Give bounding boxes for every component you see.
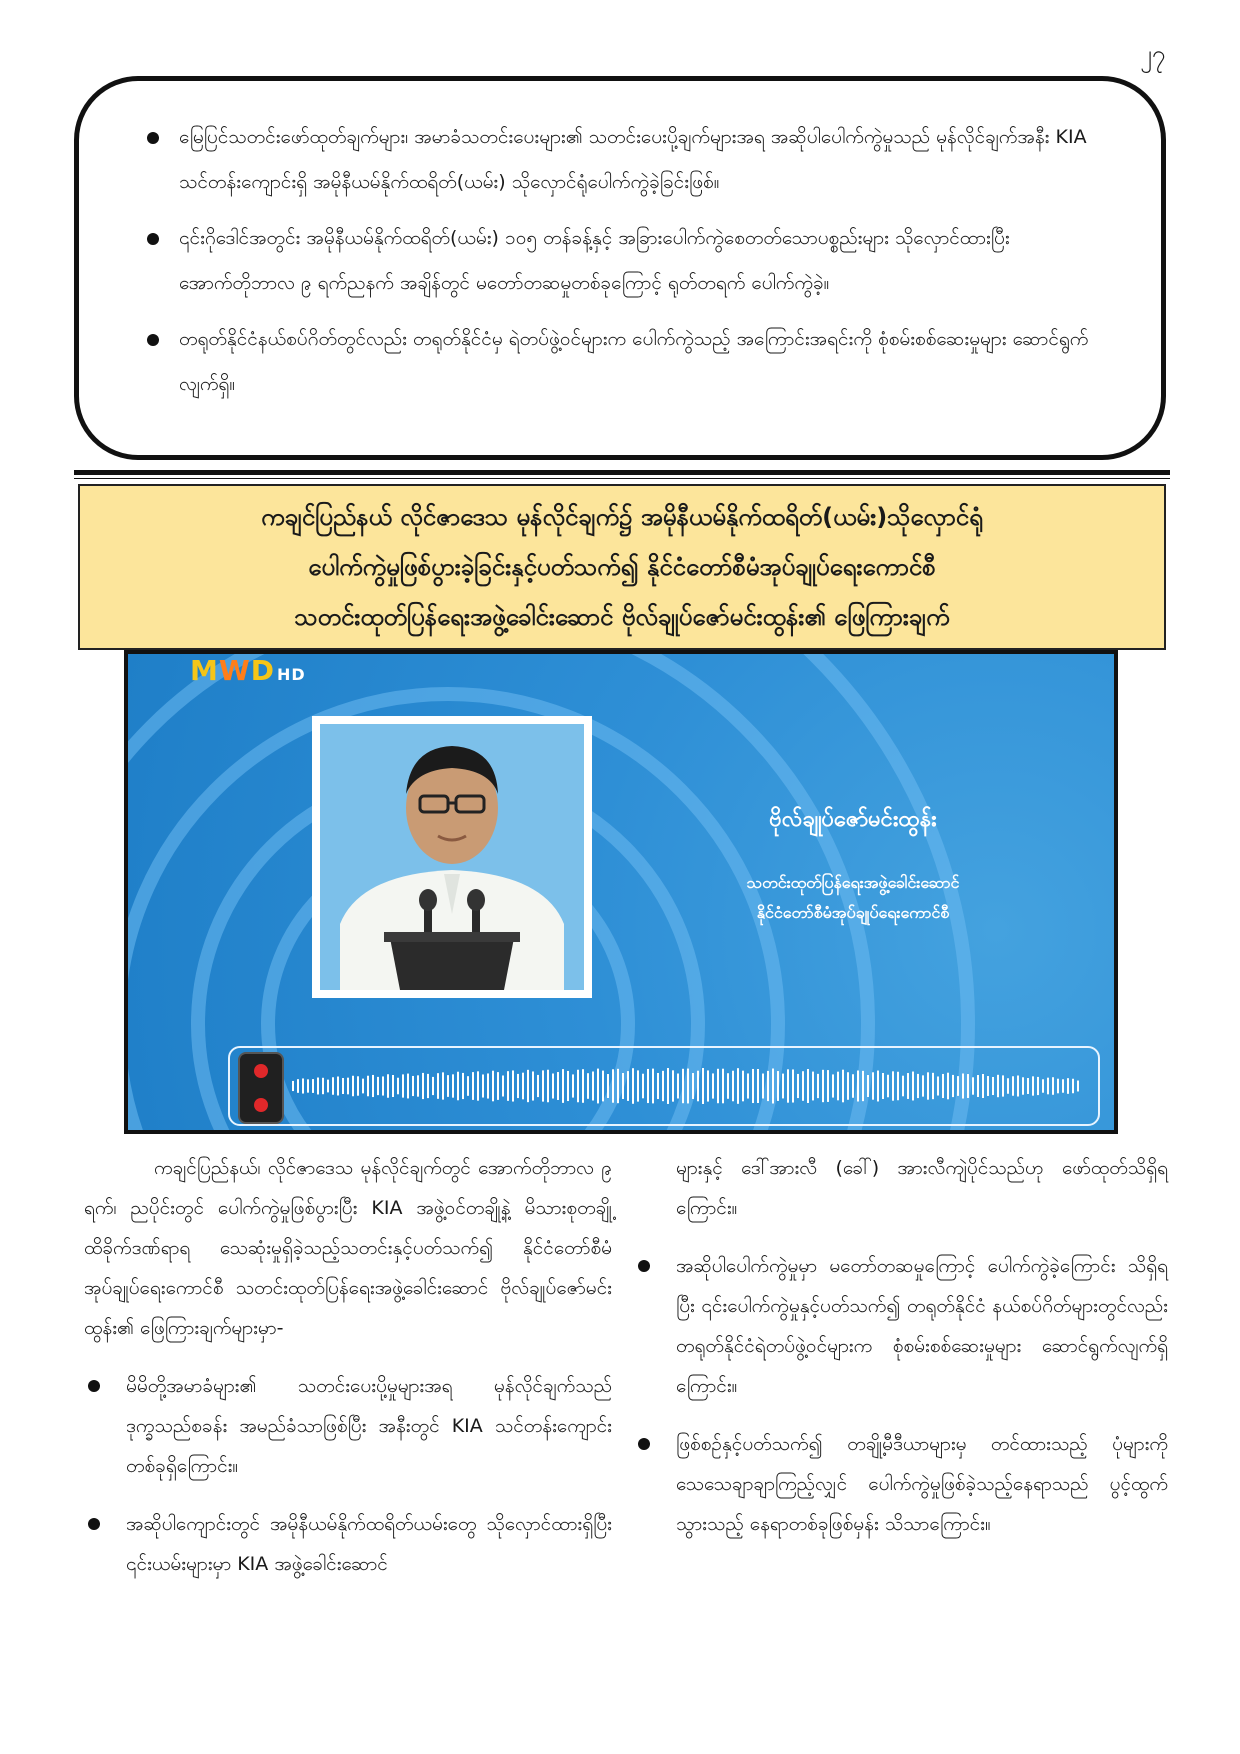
summary-bullet-list [119, 115, 1109, 407]
waveform-bar [832, 1074, 834, 1097]
waveform-bar [902, 1076, 904, 1097]
speaker-name: ဗိုလ်ချုပ်ဇော်မင်းထွန်း [769, 807, 937, 832]
waveform-bar [617, 1069, 619, 1103]
waveform-bar [407, 1074, 409, 1099]
waveform-bar [702, 1068, 704, 1104]
speaker-role [668, 868, 1038, 928]
waveform-bar [1017, 1075, 1019, 1096]
waveform-bar [597, 1069, 599, 1104]
page-number: ၂၇ [1140, 40, 1166, 68]
waveform-bar [712, 1073, 714, 1098]
speaker-role-line: နိုင်ငံတော်စီမံအုပ်ချုပ်ရေးကောင်စီ [756, 903, 950, 922]
bullet-icon [638, 1260, 650, 1272]
waveform-bar [577, 1070, 579, 1103]
waveform-bar [402, 1074, 404, 1097]
waveform-bar [657, 1073, 659, 1099]
waveform-bar [457, 1072, 459, 1101]
body-continuation-paragraph: များနှင့် ဒေါ်အားလီ (ခေါ်) အားလီကျဲပိုင်သည်ဟု ဖော်ထုတ်သိရှိရကြောင်း။ [676, 1157, 1168, 1219]
summary-bullet-text: ၎င်းဂိုဒေါင်အတွင်း အမိုနီယမ်နိုက်ထရိတ်(ယမ်း) ၁၀၅ တန်ခန့်နှင့် အခြားပေါက်ကွဲစေတတ်သောပစ္စည်းများ သိုလှောင်ထားပြီး အောက်တိုဘာလ ၉ ရက်ညနက် အချိန်တွင် မတော်တဆမှုတစ်ခုကြောင့် ရုတ်တရက် ပေါက်ကွဲခဲ့။ [179, 227, 1010, 294]
waveform-bar [462, 1073, 464, 1099]
waveform-bar [947, 1073, 949, 1100]
waveform-bar [472, 1072, 474, 1100]
headline-line: သတင်းထုတ်ပြန်ရေးအဖွဲ့ခေါင်းဆောင် ဗိုလ်ချုပ်ဇော်မင်းထွန်း၏ ဖြေကြားချက် [294, 603, 950, 631]
waveform-bar [937, 1076, 939, 1095]
audio-waveform-bar [228, 1046, 1100, 1126]
body-bullet-text: အဆိုပါပေါက်ကွဲမှုမှာ မတော်တဆမှုကြောင့် ပေါက်ကွဲခဲ့ကြောင်း သိရှိရပြီး ၎င်းပေါက်ကွဲမှုနှင့်ပတ်သက်၍ တရုတ်နိုင်ငံ နယ်စပ်ဂိတ်များတွင်လည်း တရုတ်နိုင်ငံရဲတပ်ဖွဲ့ဝင်များက စုံစမ်းစစ်ဆေးမှုများ ဆောင်ရွက်လျက်ရှိကြောင်း။ [676, 1255, 1168, 1397]
waveform-bar [412, 1076, 414, 1096]
waveform-bar [847, 1072, 849, 1100]
waveform-bar [317, 1078, 319, 1095]
headline-line: ပေါက်ကွဲမှုဖြစ်ပွားခဲ့ခြင်းနှင့်ပတ်သက်၍ နိုင်ငံတော်စီမံအုပ်ချုပ်ရေးကောင်စီ [308, 553, 936, 581]
body-bullet-item [84, 1504, 612, 1584]
waveform-bar [992, 1077, 994, 1095]
waveform-bar [977, 1075, 979, 1097]
section-divider-thin [74, 478, 1170, 479]
waveform-bar [652, 1069, 654, 1104]
waveform-bar [697, 1071, 699, 1102]
waveform-bar [1002, 1075, 1004, 1096]
waveform-bar [587, 1073, 589, 1099]
waveform-bar [367, 1076, 369, 1097]
waveform-bar [732, 1071, 734, 1102]
waveform-bar [512, 1070, 514, 1101]
waveform-bar [1032, 1076, 1034, 1095]
waveform-bar [347, 1078, 349, 1095]
body-intro-paragraph: ကချင်ပြည်နယ်၊ လိုင်ဇာဒေသ မုန်လိုင်ချက်တွင် အောက်တိုဘာလ ၉ ရက်၊ ညပိုင်းတွင် ပေါက်ကွဲမှုဖြစ်ပွားပြီး KIA အဖွဲ့ဝင်တချို့နဲ့ မိသားစုတချို့ ထိခိုက်ဒဏ်ရာရ သေဆုံးမှုရှိခဲ့သည့်သတင်းနှင့်ပတ်သက်၍ နိုင်ငံတော်စီမံအုပ်ချုပ်ရေးကောင်စီ သတင်းထုတ်ပြန်ရေးအဖွဲ့ခေါင်းဆောင် ဗိုလ်ချုပ်ဇော်မင်းထွန်း၏ ဖြေကြားချက်များမှာ- [84, 1157, 612, 1339]
waveform-bar [327, 1080, 329, 1093]
summary-box [74, 76, 1166, 460]
waveform-bar [557, 1072, 559, 1100]
waveform-bar [487, 1073, 489, 1098]
body-bullet-item [634, 1246, 1168, 1406]
waveform-bar [917, 1074, 919, 1098]
waveform-bar [1077, 1081, 1079, 1092]
waveform-bar [377, 1077, 379, 1095]
speaker-illustration [320, 724, 584, 990]
headline-line: ကချင်ပြည်နယ် လိုင်ဇာဒေသ မုန်လိုင်ချက်၌ အမိုနီယမ်နိုက်ထရိတ်(ယမ်း)သိုလှောင်ရုံ [261, 503, 983, 531]
broadcast-still [124, 650, 1118, 1134]
waveform-bar [692, 1073, 694, 1099]
waveform-bar [907, 1073, 909, 1099]
waveform-bar [352, 1076, 354, 1096]
waveform-bar [537, 1075, 539, 1097]
waveform-bar [767, 1071, 769, 1101]
waveform-bar [797, 1074, 799, 1098]
speaker-role-line: သတင်းထုတ်ပြန်ရေးအဖွဲ့ခေါင်းဆောင် [746, 873, 960, 892]
waveform-bar [632, 1068, 634, 1104]
waveform-bar [857, 1070, 859, 1101]
waveform-bar [792, 1069, 794, 1102]
waveform-bar [757, 1069, 759, 1103]
waveform-bar [717, 1069, 719, 1103]
waveform-bar [762, 1074, 764, 1099]
waveform-bar [817, 1074, 819, 1098]
waveform-bar [852, 1074, 854, 1098]
waveform-bar [427, 1074, 429, 1098]
waveform-bar [647, 1069, 649, 1103]
waveform-bar [932, 1073, 934, 1099]
waveform-bar [987, 1076, 989, 1096]
waveform-bar [1012, 1076, 1014, 1096]
body-column-right [634, 1148, 1168, 1544]
waveform-bar [972, 1077, 974, 1094]
waveform-bar [1057, 1079, 1059, 1094]
waveform-bar [1037, 1077, 1039, 1095]
waveform-bar [387, 1074, 389, 1098]
waveform-bar [552, 1073, 554, 1098]
body-column-left [84, 1148, 612, 1584]
body-bullet-list [84, 1366, 612, 1584]
waveform-bar [727, 1073, 729, 1099]
waveform-bar [1042, 1079, 1044, 1092]
waveform-bar [827, 1070, 829, 1102]
waveform-bar [677, 1074, 679, 1099]
waveform-bar [982, 1074, 984, 1098]
waveform-bar [382, 1076, 384, 1095]
waveform-bar [952, 1075, 954, 1097]
body-bullet-item [84, 1366, 612, 1486]
waveform-bar [1027, 1078, 1029, 1094]
section-divider [74, 470, 1170, 475]
waveform-bar [962, 1073, 964, 1098]
waveform-bar [497, 1072, 499, 1100]
waveform-bar [622, 1073, 624, 1099]
waveform-bar [787, 1069, 789, 1102]
body-bullet-list [634, 1246, 1168, 1544]
waveform-bar [742, 1071, 744, 1102]
waveform-bar [307, 1079, 309, 1092]
waveform-bar [637, 1070, 639, 1101]
waveform-bar [442, 1072, 444, 1099]
waveform-bar [1067, 1078, 1069, 1094]
waveform-bar [777, 1071, 779, 1101]
waveform-bar [567, 1071, 569, 1101]
waveform-bar [332, 1077, 334, 1094]
waveform-bar [312, 1079, 314, 1093]
waveform-bar [812, 1072, 814, 1101]
waveform-bar [737, 1068, 739, 1104]
summary-bullet-item [119, 216, 1109, 306]
waveform-bar [672, 1070, 674, 1101]
waveform-bar [607, 1074, 609, 1098]
body-bullet-text: အဆိုပါကျောင်းတွင် အမိုနီယမ်နိုက်ထရိတ်ယမ်းတွေ သိုလှောင်ထားရှိပြီး ၎င်းယမ်းများမှာ KIA အဖွဲ့ခေါင်းဆောင် [126, 1513, 612, 1575]
waveform-bar [892, 1071, 894, 1100]
waveform-bar [592, 1071, 594, 1100]
waveform-bar [527, 1070, 529, 1102]
waveform-bar [547, 1070, 549, 1103]
waveform-bar [707, 1070, 709, 1101]
bullet-icon [147, 334, 159, 346]
waveform-bar [422, 1073, 424, 1099]
waveform-bar [292, 1081, 294, 1091]
waveform-bar [882, 1073, 884, 1099]
summary-bullet-text: တရုတ်နိုင်ငံနယ်စပ်ဂိတ်တွင်လည်း တရုတ်နိုင်ငံမှ ရဲတပ်ဖွဲ့ဝင်များက ပေါက်ကွဲသည့် အကြောင်းအရင်းကို စုံစမ်းစစ်ဆေးမှုများ ဆောင်ရွက်လျက်ရှိ။ [179, 328, 1089, 395]
waveform-bar [602, 1071, 604, 1102]
bullet-icon [147, 132, 159, 144]
waveform-bar [477, 1071, 479, 1100]
waveform-bar [747, 1073, 749, 1098]
waveform-bar [342, 1078, 344, 1094]
waveform-bar [357, 1076, 359, 1095]
waveform-bar [1062, 1079, 1064, 1092]
waveform-bar [532, 1071, 534, 1100]
waveform-bar [667, 1068, 669, 1104]
waveform-bar [452, 1074, 454, 1097]
bullet-icon [147, 233, 159, 245]
waveform-bar [302, 1078, 304, 1093]
waveform-bar [842, 1070, 844, 1103]
summary-bullet-item [119, 115, 1109, 205]
waveform-bar [782, 1074, 784, 1099]
waveform-bar [687, 1069, 689, 1104]
waveform-bar [517, 1074, 519, 1098]
waveform-bar [562, 1069, 564, 1103]
waveform-bar [522, 1073, 524, 1100]
waveform-bar [582, 1069, 584, 1103]
waveform-bar [482, 1074, 484, 1097]
waveform-bar [432, 1077, 434, 1095]
waveform-bar [867, 1075, 869, 1097]
waveform-bar [507, 1071, 509, 1101]
waveform-bar [897, 1072, 899, 1100]
waveform-bar [967, 1074, 969, 1098]
waveform-bar [997, 1075, 999, 1097]
waveform-bar [862, 1071, 864, 1101]
broadcast-screen [128, 654, 1114, 1130]
body-bullet-text: မိမိတို့အမာခံများ၏ သတင်းပေးပို့မှုများအရ မုန်လိုင်ချက်သည် ဒုက္ခသည်စခန်း အမည်ခံသာဖြစ်ပြီး အနီးတွင် KIA သင်တန်းကျောင်း တစ်ခုရှိကြောင်း။ [126, 1375, 612, 1477]
body-bullet-item [634, 1424, 1168, 1544]
audio-waveform [230, 1048, 1098, 1124]
waveform-bar [467, 1076, 469, 1096]
waveform-bar [957, 1076, 959, 1096]
bullet-icon [88, 1518, 100, 1530]
waveform-bar [322, 1078, 324, 1094]
waveform-bar [642, 1074, 644, 1099]
phone-icon [238, 1052, 284, 1124]
waveform-bar [752, 1069, 754, 1103]
summary-bullet-text: မြေပြင်သတင်းဖော်ထုတ်ချက်များ၊ အမာခံသတင်းပေးများ၏ သတင်းပေးပို့ချက်များအရ အဆိုပါပေါက်ကွဲမှုသည် မုန်လိုင်ချက်အနီး KIA သင်တန်းကျောင်းရှိ အမိုနီယမ်နိုက်ထရိတ်(ယမ်း) သိုလှောင်ရုံပေါက်ကွဲခဲ့ခြင်းဖြစ်။ [179, 126, 1087, 193]
waveform-bar [887, 1075, 889, 1098]
waveform-bar [437, 1073, 439, 1099]
waveform-bar [772, 1069, 774, 1104]
waveform-bar [912, 1072, 914, 1101]
waveform-bar [542, 1070, 544, 1101]
waveform-bar [662, 1071, 664, 1101]
waveform-bar [872, 1072, 874, 1099]
waveform-bar [572, 1074, 574, 1097]
waveform-bar [392, 1075, 394, 1097]
waveform-bar [1072, 1079, 1074, 1093]
channel-logo: MWD HD [190, 654, 306, 687]
waveform-bar [502, 1075, 504, 1096]
waveform-bar [492, 1071, 494, 1102]
waveform-bar [447, 1075, 449, 1097]
waveform-bar [807, 1069, 809, 1103]
summary-bullet-item [119, 317, 1109, 407]
waveform-bar [822, 1070, 824, 1102]
article-headline [78, 484, 1166, 650]
waveform-bar [1047, 1078, 1049, 1095]
waveform-bar [1022, 1077, 1024, 1094]
waveform-bar [397, 1078, 399, 1095]
bullet-icon [88, 1380, 100, 1392]
waveform-bar [297, 1079, 299, 1093]
waveform-bar [1007, 1078, 1009, 1094]
waveform-bar [922, 1075, 924, 1096]
waveform-bar [612, 1069, 614, 1102]
waveform-bar [927, 1072, 929, 1099]
waveform-bar [372, 1075, 374, 1097]
waveform-bar [802, 1071, 804, 1101]
waveform-bar [877, 1071, 879, 1102]
waveform-bar [722, 1069, 724, 1104]
waveform-bar [362, 1079, 364, 1094]
waveform-bar [417, 1075, 419, 1096]
waveform-bar [1052, 1077, 1054, 1095]
waveform-bar [837, 1072, 839, 1101]
body-bullet-text: ဖြစ်စဉ်နှင့်ပတ်သက်၍ တချို့မီဒီယာများမှ တင်ထားသည့် ပုံများကို သေသေချာချာကြည့်လျှင် ပေါက်ကွဲမှုဖြစ်ခဲ့သည့်နေရာသည် ပွင့်ထွက်သွားသည့် နေရာတစ်ခုဖြစ်မှန်း သိသာကြောင်း။ [676, 1433, 1168, 1535]
bullet-icon [638, 1438, 650, 1450]
speaker-photo [312, 716, 592, 998]
waveform-bar [337, 1077, 339, 1096]
waveform-bar [942, 1074, 944, 1098]
waveform-bar [627, 1071, 629, 1101]
waveform-bar [682, 1069, 684, 1103]
